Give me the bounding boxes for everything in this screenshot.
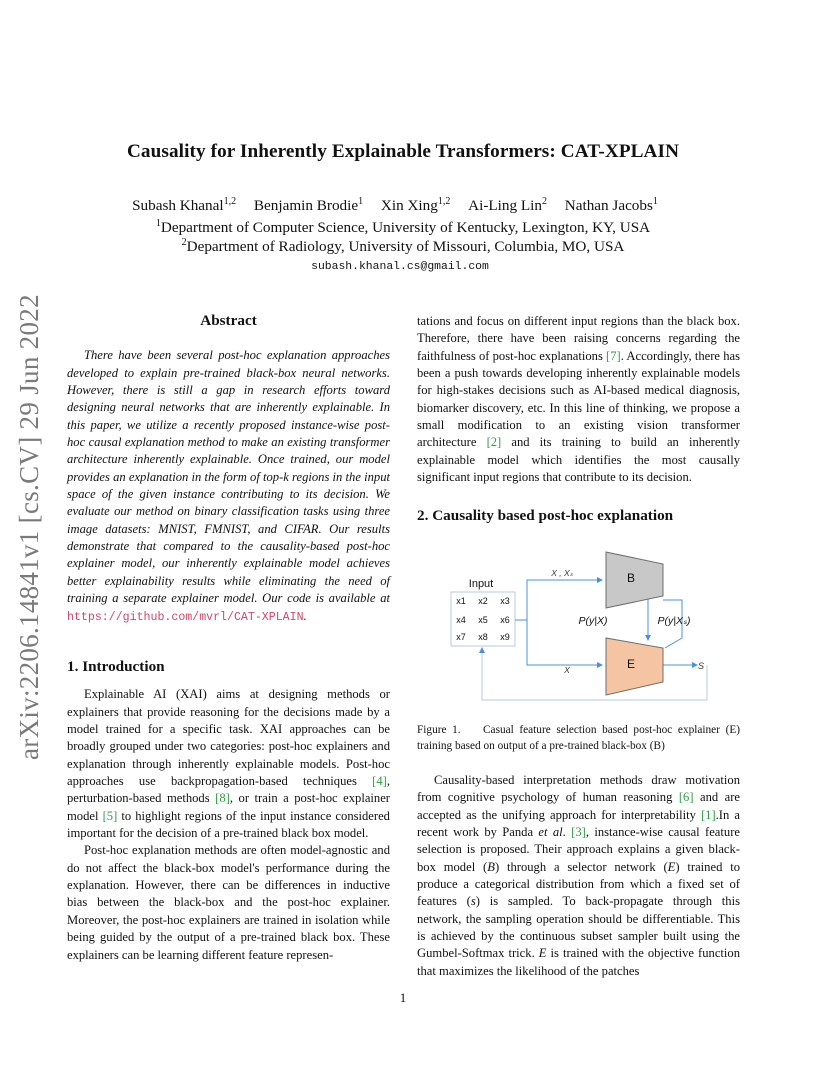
figure-1-diagram [417, 540, 740, 710]
author-list [0, 196, 790, 215]
introduction-section [67, 658, 390, 964]
author-email: subash.khanal.cs@gmail.com [311, 261, 489, 273]
input-cell: x6 [500, 615, 510, 625]
input-cell: x2 [478, 596, 488, 606]
paragraph: Post-hoc explanation methods are often model-agnostic and do not affect the black-box model's performance during the explanation. However, there can be differences in inductive bias between the black-box and the post-hoc explainer. Moreover, the post-hoc explainers are trained in isolation while being guided by the output of a pre-trained black box. These explainers can be learning different feature represen- [67, 843, 390, 962]
feedback-arrow [482, 648, 707, 700]
code-link[interactable]: https://github.com/mvrl/CAT-XPLAIN [67, 610, 304, 624]
paragraph: tations and focus on different input regions than the black box. Therefore, there have been raising concerns regarding the faithfulness of post-hoc explanations [7]. Accordingly, there has been a push towards developing inherently explainable models for high-stakes decisions such as AI-based medical diagnosis, biomarker discovery, etc. In this line of thinking, we propose a small modification to an existing vision transformer architecture [2] and its training to build an inherently explainable model which identifies the most causally significant input regions that contribute to its decision. [417, 314, 741, 485]
label-x-xs: X , Xₛ [551, 568, 573, 578]
input-cell: x3 [500, 596, 510, 606]
author: Subash Khanal$^{1,2}$ [132, 196, 237, 215]
citation-link[interactable]: [1] [700, 807, 716, 822]
label-py-x: P(y|X) [578, 615, 608, 627]
label-py-xs: P(y|Xₛ) [657, 615, 691, 627]
intro-body [67, 686, 390, 964]
block-e-label: E [626, 657, 636, 671]
label-s: S [697, 661, 705, 671]
affiliation: $^1$Department of Computer Science, University of Kentucky, Lexington, KY, USA [155, 218, 651, 237]
arrow-to-b [515, 580, 602, 620]
citation-link[interactable]: [2] [486, 435, 502, 450]
abstract-body: There have been several post-hoc explanation approaches developed to explain pre-trained black-box neural networks. However, there is still a gap in research efforts toward designing neural networks that are inherently explainable. In this paper, we utilize a recently proposed instance-wise post-hoc causal explanation method to make an existing transformer architecture inherently explainable. Once trained, our model provides an explanation in the form of top-k regions in the input space of the given instance contributing to its decision. We evaluate our method on binary classification tasks using three image datasets: MNIST, FMNIST, and CIFAR. Our results demonstrate that compared to the causality-based post-hoc explainer model, our inherently explainable model achieves better explainability results while eliminating the need of training a separate explainer model. Our code is available at https://github.com/mvrl/CAT-XPLAIN. [67, 348, 390, 624]
figure-caption: Figure 1. Casual feature selection based post-hoc explainer (E) training based on output of a pre-trained black-box (B) [417, 724, 740, 752]
block-b-label: B [626, 571, 636, 585]
citation-link[interactable]: [3] [571, 825, 586, 840]
paper-title: Causality for Inherently Explainable Transformers: CAT-XPLAIN [126, 141, 680, 162]
abstract-section [67, 312, 390, 626]
input-label: Input [468, 578, 494, 590]
citation-link[interactable]: [6] [678, 790, 694, 805]
arxiv-sidebar-stamp: arXiv:2206.14841v1 [cs.CV] 29 Jun 2022 [14, 294, 44, 760]
input-cell: x7 [456, 632, 466, 642]
citation-link[interactable]: [7] [606, 348, 621, 363]
input-cell: x5 [478, 615, 488, 625]
affiliation: $^2$Department of Radiology, University of Missouri, Columbia, MO, USA [181, 237, 625, 256]
section-heading: 1. Introduction [67, 658, 165, 675]
paragraph: Causality-based interpretation methods draw motivation from cognitive psychology of human reasoning [6] and are accepted as the unifying approach for interpretability [1].In a recent work by Panda et al. [3], instance-wise causal feature selection is proposed. Their approach explains a given black-box model (B) through a selector network (E) trained to produce a categorical distribution from which a fixed set of features (s) is sampled. To back-propagate through this network, the sampling operation should be differentiable. This is achieved by the continuous subset sampler built using the Gumbel-Softmax trick. E is trained with the objective function that maximizes the likelihood of the patches [417, 773, 741, 978]
input-cell: x1 [456, 596, 466, 606]
abstract-heading: Abstract [200, 312, 257, 329]
input-cell: x8 [478, 632, 488, 642]
author: Ai-Ling Lin$^2$ [468, 196, 547, 215]
citation-link[interactable]: [5] [102, 808, 118, 823]
section-heading: 2. Causality based post-hoc explanation [417, 507, 674, 524]
input-cell: x9 [500, 632, 510, 642]
page-number: 1 [399, 990, 407, 1005]
author: Benjamin Brodie$^1$ [253, 196, 364, 215]
paragraph: Explainable AI (XAI) aims at designing methods or explainers that provide reasoning for the decisions made by a model trained for a specific task. XAI approaches can be broadly grouped under two categories: post-hoc explainers and explanation through inherently explainable models. Post-hoc approaches use backpropagation-based techniques [4], perturbation-based methods [8], or train a post-hoc explainer model [5] to highlight regions of the input instance considered important for the decision of a pre-trained black box model. [67, 687, 391, 841]
citation-link[interactable]: [4] [372, 774, 387, 789]
input-cell: x4 [456, 615, 466, 625]
label-x: X [564, 665, 570, 675]
author: Xin Xing$^{1,2}$ [380, 196, 451, 215]
author: Nathan Jacobs$^1$ [564, 196, 658, 215]
citation-link[interactable]: [8] [215, 791, 230, 806]
